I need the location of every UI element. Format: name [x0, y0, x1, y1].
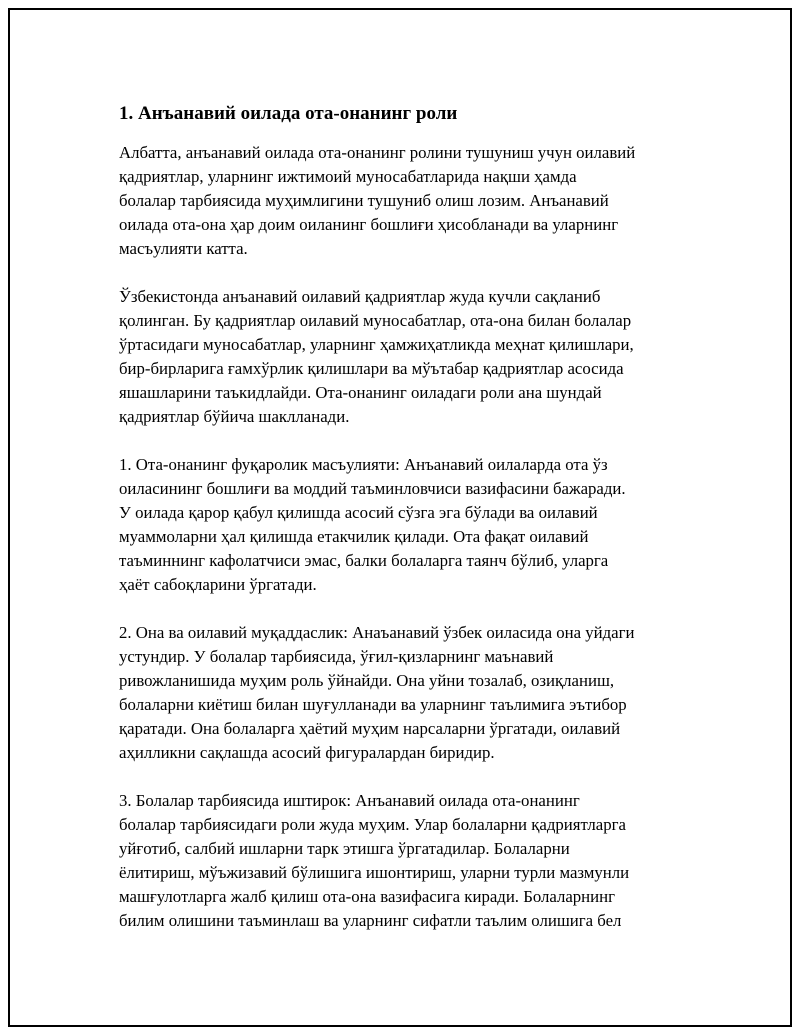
text-line: устундир. У болалар тарбиясида, ўғил-қизларнинг маънавий — [119, 647, 554, 666]
text-line: таъминнинг кафолатчиси эмас, балки болаларга таянч бўлиб, уларга — [119, 551, 609, 570]
paragraph-point-3 — [119, 789, 709, 933]
section-heading: 1. Анъанавий оилада ота-онанинг роли — [119, 103, 458, 124]
text-line: У оилада қарор қабул қилишда асосий сўзга эга бўлади ва оилавий — [119, 503, 598, 522]
text-line: билим олишини таъминлаш ва уларнинг сифатли таълим олишига бел — [119, 911, 622, 930]
document-body — [119, 100, 709, 957]
page-frame — [8, 8, 792, 1027]
text-line: болалар тарбиясидаги роли жуда муҳим. Улар болаларни қадриятларга — [119, 815, 626, 834]
text-line: аҳилликни сақлашда асосий фигуралардан биридир. — [119, 743, 495, 762]
paragraph-point-1 — [119, 453, 709, 597]
text-line: ўртасидаги муносабатлар, уларнинг ҳамжиҳатликда меҳнат қилишлари, — [119, 335, 634, 354]
text-line: машғулотларга жалб қилиш ота-она вазифасига киради. Болаларнинг — [119, 887, 616, 906]
text-line: оиласининг бошлиғи ва моддий таъминловчиси вазифасини бажаради. — [119, 479, 626, 498]
text-line: уйғотиб, салбий ишларни тарк этишга ўргатадилар. Болаларни — [119, 839, 570, 858]
text-line: ривожланишида муҳим роль ўйнайди. Она уйни тозалаб, озиқланиш, — [119, 671, 615, 690]
text-line: 1. Ота-онанинг фуқаролик масъулияти: Анъанавий оилаларда ота ўз — [119, 455, 608, 474]
text-line: муаммоларни ҳал қилишда етакчилик қилади. Ота фақат оилавий — [119, 527, 589, 546]
text-line: болалар тарбиясида муҳимлигини тушуниб олиш лозим. Анъанавий — [119, 191, 609, 210]
text-line: 3. Болалар тарбиясида иштирок: Анъанавий оилада ота-онанинг — [119, 791, 580, 810]
text-line: ҳаёт сабоқларини ўргатади. — [119, 575, 317, 594]
text-line: қадриятлар, уларнинг ижтимоий муносабатларида нақши ҳамда — [119, 167, 577, 186]
text-line: ёлитириш, мўъжизавий бўлишига ишонтириш, уларни турли мазмунли — [119, 863, 630, 882]
paragraph-point-2 — [119, 621, 709, 765]
text-line: болаларни киётиш билан шуғулланади ва уларнинг таълимига эътибор — [119, 695, 627, 714]
text-line: яшашларини таъкидлайди. Ота-онанинг оиладаги роли ана шундай — [119, 383, 602, 402]
text-line: қадриятлар бўйича шаклланади. — [119, 407, 350, 426]
text-line: масъулияти катта. — [119, 239, 248, 258]
text-line: Албатта, анъанавий оилада ота-онанинг ролини тушуниш учун оилавий — [119, 143, 636, 162]
paragraph-intro — [119, 141, 709, 261]
text-line: 2. Она ва оилавий муқаддаслик: Анаъанавий ўзбек оиласида она уйдаги — [119, 623, 635, 642]
text-line: қолинган. Бу қадриятлар оилавий муносабатлар, ота-она билан болалар — [119, 311, 632, 330]
text-line: оилада ота-она ҳар доим оиланинг бошлиғи ҳисобланади ва уларнинг — [119, 215, 619, 234]
paragraph-values — [119, 285, 709, 429]
text-line: қаратади. Она болаларга ҳаётий муҳим нарсаларни ўргатади, оилавий — [119, 719, 621, 738]
text-line: бир-бирларига ғамхўрлик қилишлари ва мўътабар қадриятлар асосида — [119, 359, 624, 378]
text-line: Ўзбекистонда анъанавий оилавий қадриятлар жуда кучли сақланиб — [119, 287, 601, 306]
